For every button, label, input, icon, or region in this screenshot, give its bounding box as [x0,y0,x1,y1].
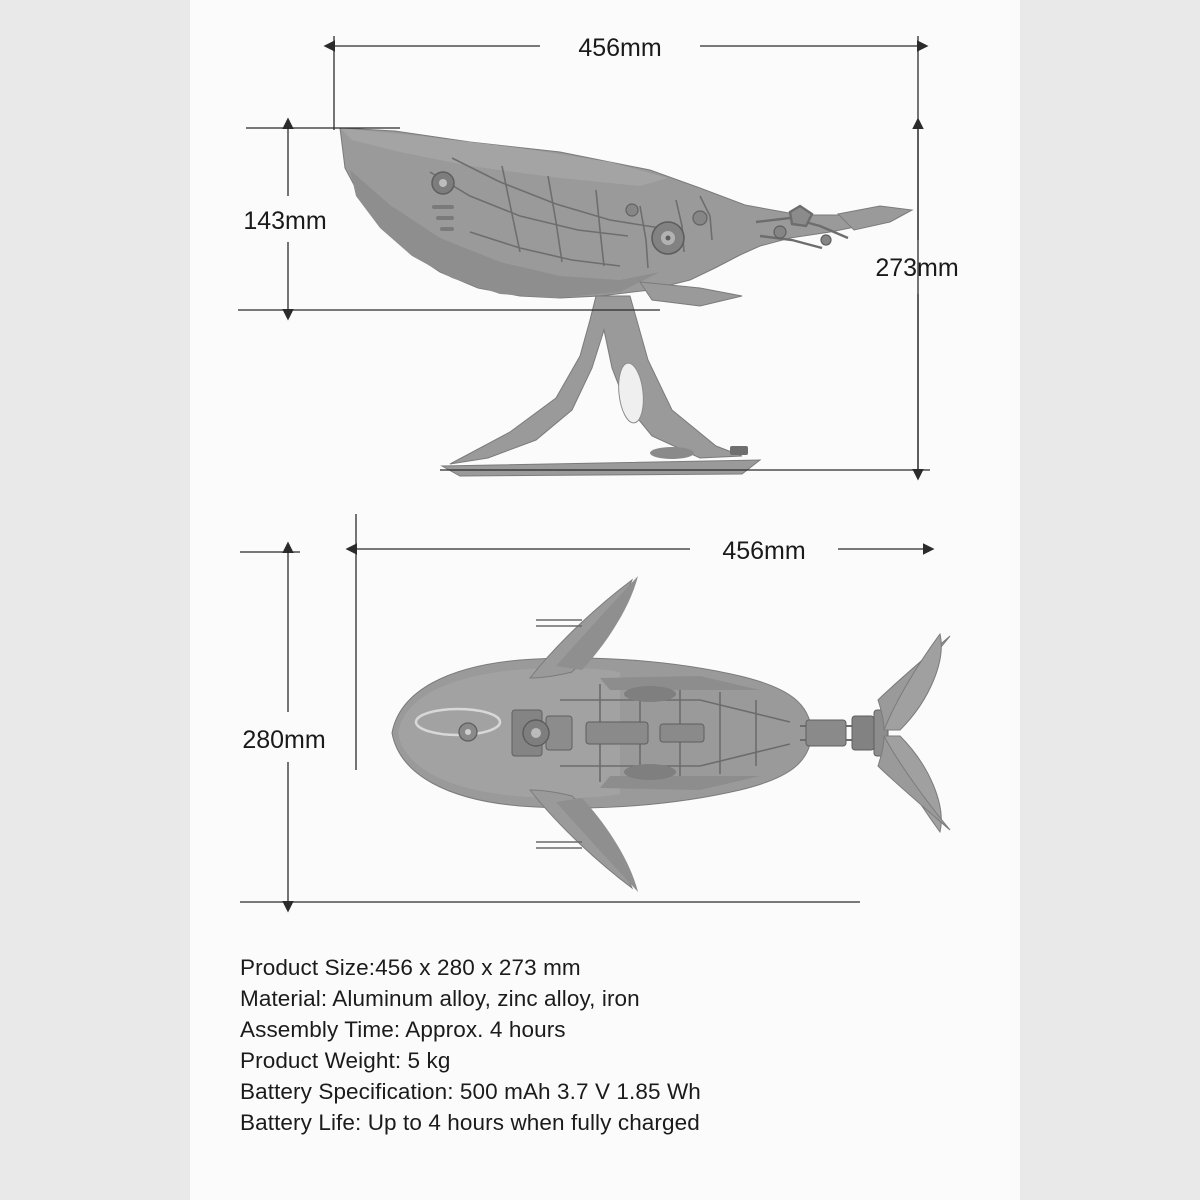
side-total-height-label: 273mm [875,254,959,282]
side-body-height-label: 143mm [243,207,327,235]
product-specs-list [240,952,980,1138]
side-length-label: 456mm [578,34,662,62]
top-width-label: 280mm [242,726,326,754]
spec-battery-life: Battery Life: Up to 4 hours when fully charged [240,1110,700,1135]
top-view-model [392,576,950,892]
spec-material: Material: Aluminum alloy, zinc alloy, iron [240,986,640,1011]
top-length-label: 456mm [722,537,806,565]
spec-assembly-time: Assembly Time: Approx. 4 hours [240,1017,566,1042]
spec-battery-specification: Battery Specification: 500 mAh 3.7 V 1.85 Wh [240,1079,701,1104]
spec-product-weight: Product Weight: 5 kg [240,1048,451,1073]
side-view-model [340,128,912,476]
spec-product-size: Product Size:456 x 280 x 273 mm [240,955,581,980]
